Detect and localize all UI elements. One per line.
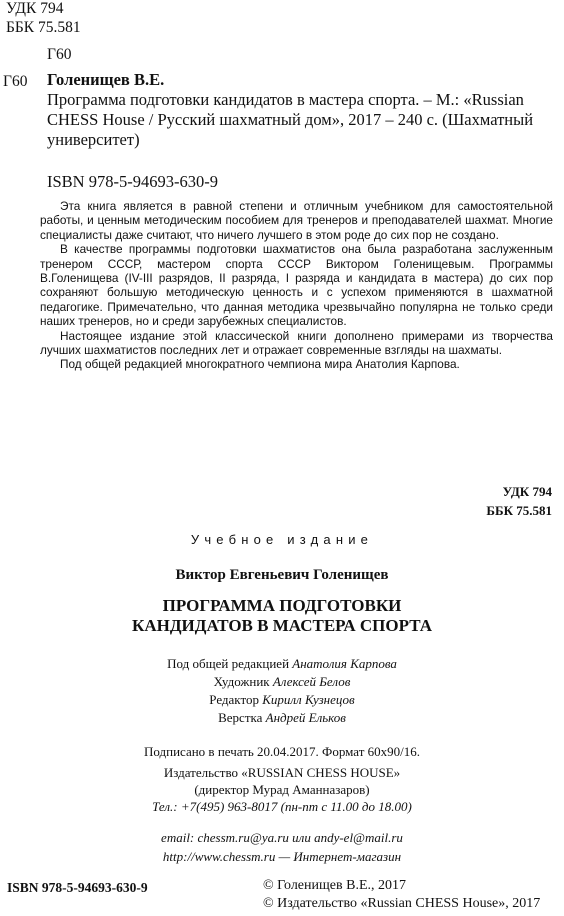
udk-right: УДК 794	[502, 484, 552, 499]
credit-name: Кирилл Кузнецов	[262, 692, 355, 707]
credits	[0, 655, 564, 727]
author-mark-side: Г60	[3, 73, 28, 90]
annotation	[40, 199, 553, 372]
biblio-author: Голенищев В.Е.	[47, 70, 165, 89]
copyright-publisher: © Издательство «Russian CHESS House», 2017	[263, 896, 541, 911]
author-full-name: Виктор Евгеньевич Голенищев	[175, 567, 389, 583]
udk-code: УДК 794	[6, 0, 64, 17]
publisher-email: email: chessm.ru@ya.ru или andy-el@mail.ru	[161, 830, 403, 845]
credit-role: Редактор	[209, 692, 259, 707]
publisher-phone: Тел.: +7(495) 963-8017 (пн-пт с 11.00 до 18.00)	[152, 799, 412, 814]
bibliographic-record	[47, 70, 552, 150]
annotation-paragraph: Настоящее издание этой классической книги дополнено примерами из творчества лучших шахматистов последних лет и отражает современные взгляды на шахматы.	[40, 328, 553, 358]
annotation-paragraph: Эта книга является в равной степени и отличным учебником для самостоятельной работы, и ценным методическим пособием для тренеров и преподавателей шахмат. Многие специалисты даже считают, что ничего лучшего в этом роде до сих пор не создано.	[40, 199, 553, 242]
credit-editor	[0, 655, 564, 673]
isbn-bottom: ISBN 978-5-94693-630-9	[7, 880, 148, 895]
publisher-name: Издательство «RUSSIAN CHESS HOUSE»	[163, 765, 401, 780]
annotation-paragraph: В качестве программы подготовки шахматистов она была разработана заслуженным тренером СССР, мастером спорта СССР Виктором Голенищевым. Программы В.Голенищева (IV-III разрядов, II разряда, I разряда и кандидата в мастера) до сих пор сохраняют большую методическую ценность и с успехом применяются в шахматной педагогике. Примечательно, что данная методика чрезвычайно популярна не только среди наших тренеров, но и среди зарубежных специалистов.	[40, 242, 553, 329]
credit-layout	[0, 709, 564, 727]
annotation-paragraph: Под общей редакцией многократного чемпиона мира Анатолия Карпова.	[60, 357, 460, 372]
publisher-director: (директор Мурад Аманназаров)	[194, 782, 370, 797]
credit-name: Андрей Ельков	[265, 710, 346, 725]
credit-name: Алексей Белов	[272, 674, 351, 689]
book-title-line-2: КАНДИДАТОВ В МАСТЕРА СПОРТА	[132, 616, 432, 635]
credit-redactor	[0, 691, 564, 709]
book-title-line-1: ПРОГРАММА ПОДГОТОВКИ	[162, 596, 402, 615]
bbk-code: ББК 75.581	[6, 19, 81, 36]
publisher-website: http://www.chessm.ru — Интернет-магазин	[162, 849, 402, 864]
copyright-author: © Голенищев В.Е., 2017	[263, 878, 406, 893]
credit-role: Художник	[213, 674, 270, 689]
credit-name: Анатолия Карпова	[292, 656, 397, 671]
biblio-text: Программа подготовки кандидатов в мастера спорта. – М.: «Russian CHESS House / Русский шахматный дом», 2017 – 240 с. (Шахматный университет)	[47, 90, 534, 149]
edition-type: Учебное издание	[190, 532, 374, 547]
credit-role: Верстка	[218, 710, 263, 725]
credit-artist	[0, 673, 564, 691]
bbk-right: ББК 75.581	[486, 503, 552, 518]
print-info: Подписано в печать 20.04.2017. Формат 60х90/16.	[143, 744, 420, 759]
author-mark: Г60	[47, 46, 72, 63]
isbn-top: ISBN 978-5-94693-630-9	[47, 172, 218, 191]
credit-role: Под общей редакцией	[167, 656, 290, 671]
